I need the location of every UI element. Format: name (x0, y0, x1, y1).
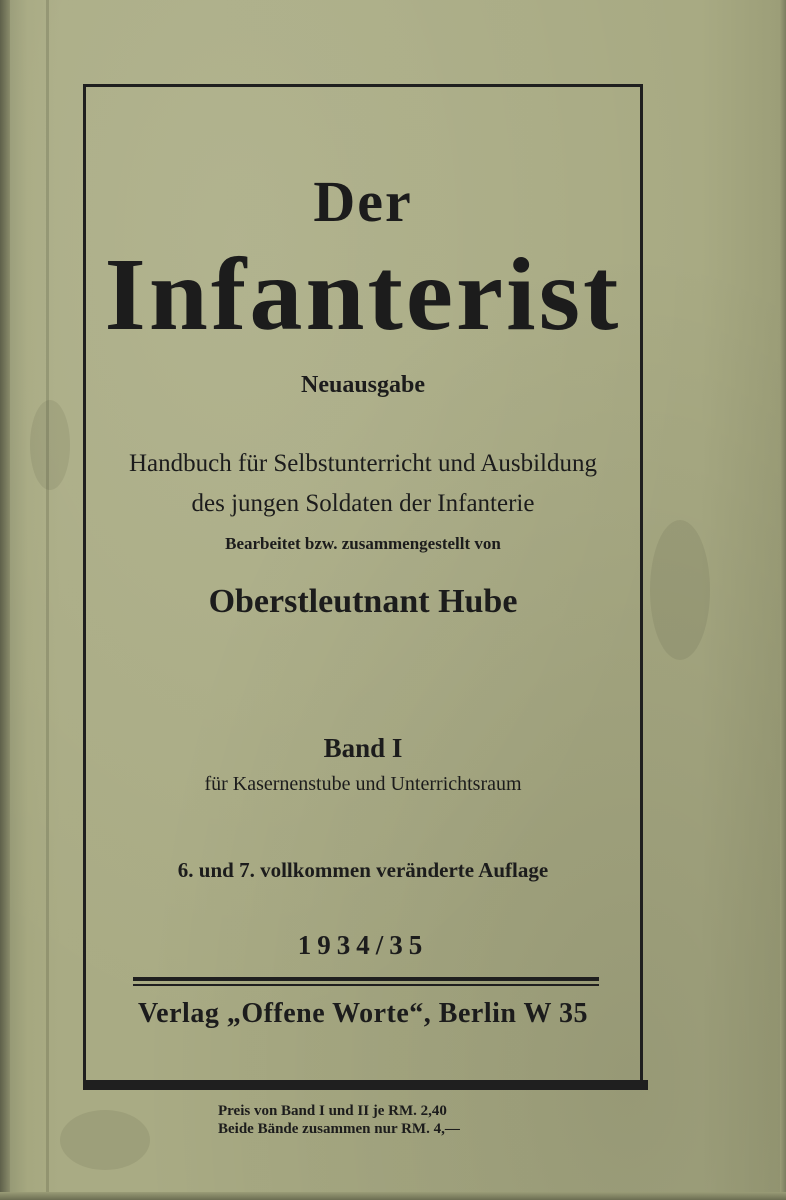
author-name: Oberstleutnant Hube (208, 583, 518, 620)
edition-label: Neuausgabe (300, 372, 426, 398)
title-frame-bottom-bar (83, 1080, 648, 1090)
spine-edge (0, 0, 10, 1200)
price-line-2: Beide Bände zusammen nur RM. 4,— (218, 1121, 460, 1137)
publisher-line: Verlag „Offene Worte“, Berlin W 35 (138, 998, 588, 1029)
volume-label: Band I (323, 733, 403, 763)
stain-mark (30, 400, 70, 490)
bottom-page-edge (0, 1192, 786, 1200)
publication-year: 1934/35 (297, 930, 429, 960)
main-title: Infanterist (104, 237, 622, 352)
volume-subtitle: für Kasernenstube und Unterrichtsraum (204, 773, 522, 795)
title-article: Der (313, 169, 413, 234)
subtitle-line-1: Handbuch für Selbstunterricht und Ausbildung (129, 450, 597, 477)
double-rule-thick (133, 977, 599, 981)
double-rule-thin (133, 984, 599, 986)
spine-fold (46, 0, 49, 1200)
subtitle-line-2: des jungen Soldaten der Infanterie (191, 490, 535, 517)
stain-mark (650, 520, 710, 660)
edited-by-line: Bearbeitet bzw. zusammengestellt von (225, 534, 501, 553)
price-line-1: Preis von Band I und II je RM. 2,40 (218, 1103, 447, 1119)
edition-note: 6. und 7. vollkommen veränderte Auflage (177, 858, 549, 882)
right-page-edge (780, 0, 786, 1200)
stain-mark (60, 1110, 150, 1170)
